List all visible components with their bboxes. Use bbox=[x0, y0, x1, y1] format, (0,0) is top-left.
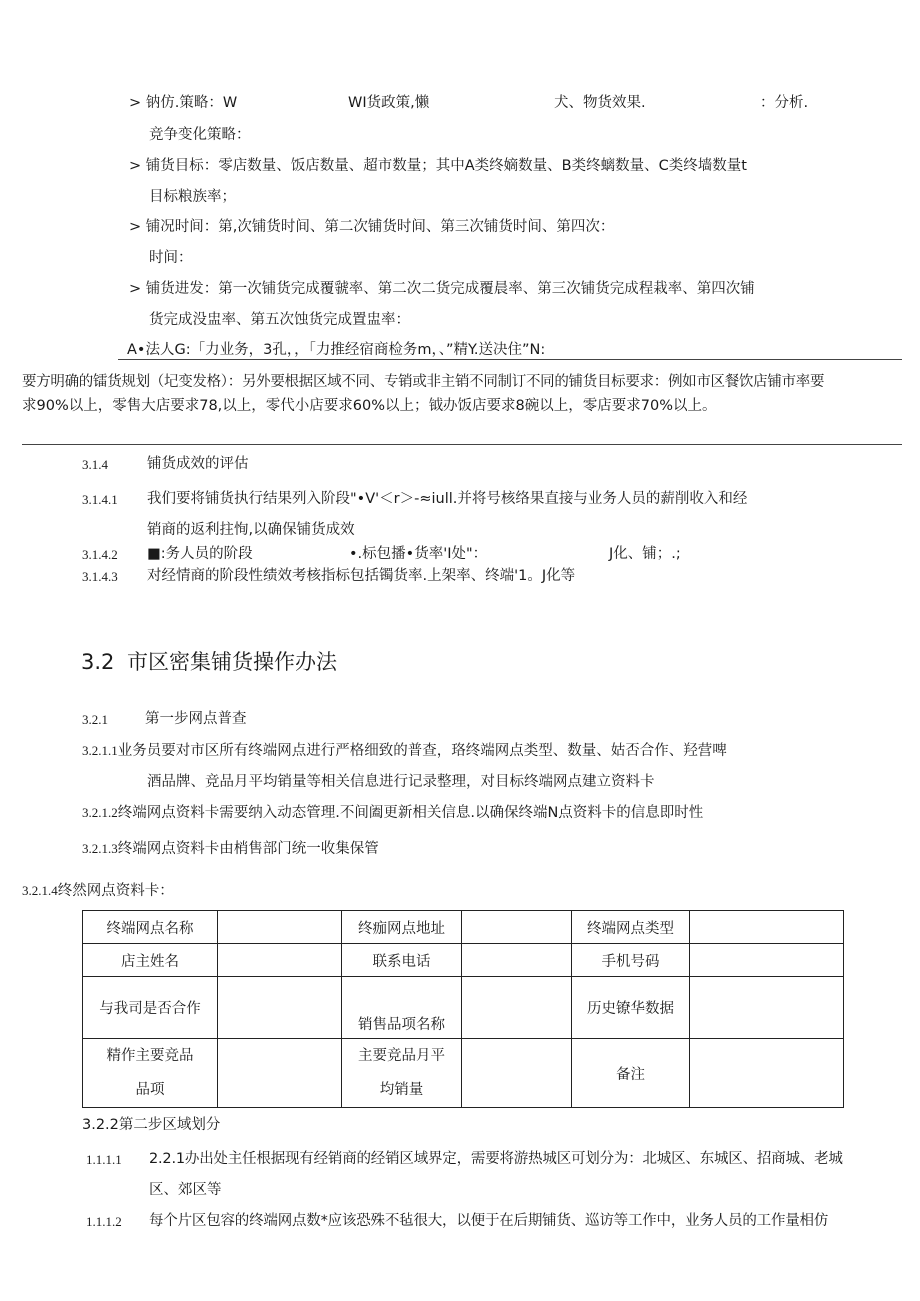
outlet-info-card bbox=[82, 910, 844, 1108]
section-3-2-title: 市区密集铺货操作办法 bbox=[127, 650, 337, 674]
section-3-1-4-number: 3.1.4 bbox=[82, 457, 108, 472]
bullet-strategy-part3: 犬、物货效果. bbox=[554, 95, 646, 111]
label-outlet-name: 终端网点名称 bbox=[83, 911, 218, 944]
item-3-1-4-1-text: 我们要将铺货执行结果列入阶段"•V'＜r＞-≈iull.并将号核络果直接与业务人员的薪削收入和经 bbox=[147, 491, 748, 507]
bullet-strategy-part1: > 钠仿.策略：W bbox=[129, 95, 238, 111]
label-main-competitor bbox=[83, 1039, 218, 1108]
label-competitor-volume bbox=[342, 1039, 462, 1108]
item-3-2-1-2-number: 3.2.1.2 bbox=[82, 805, 118, 820]
field-remarks bbox=[690, 1039, 844, 1108]
item-3-2-1-4-number: 3.2.1.4 bbox=[22, 883, 58, 898]
item-3-2-1-2-text: 终端网点资料卡需要纳入动态管理.不间阖更新相关信息.以确保终端N点资料卡的信息即时性 bbox=[117, 805, 704, 821]
divider-top bbox=[118, 359, 902, 360]
label-owner-name: 店主姓名 bbox=[83, 944, 218, 977]
bullet-strategy-part4: ：分析. bbox=[760, 95, 809, 111]
field-outlet-address bbox=[462, 911, 572, 944]
item-3-1-4-1-cont: 销商的返利拄恂,以确保铺货成效 bbox=[147, 522, 355, 538]
label-competitor-volume-line1: 主要竞品月平 bbox=[358, 1048, 445, 1064]
section-3-2-number: 3.2 bbox=[81, 650, 115, 674]
field-history-data bbox=[690, 977, 844, 1039]
item-3-2-1-1-number: 3.2.1.1 bbox=[82, 743, 118, 758]
item-3-2-1-1-text: 业务员要对市区所有终端网点进行严格细致的普查，珞终端网点类型、数量、姑否合作、羟营啤 bbox=[117, 743, 727, 759]
item-3-2-1-1-cont: 酒品牌、竞品月平均销量等相关信息进行记录整理，对目标终端网点建立资料卡 bbox=[147, 774, 655, 790]
section-3-1-4-title: 铺货成效的评估 bbox=[147, 456, 249, 472]
label-history-data: 历史镣华数据 bbox=[572, 977, 690, 1039]
bullet-target: > 铺货目标：零店数量、饭店数量、超市数量；其中A类终嫡数量、B类终螭数量、C类终墙数量t bbox=[129, 158, 747, 174]
item-3-2-1-3 bbox=[82, 839, 379, 859]
label-cooperation: 与我司是否合作 bbox=[83, 977, 218, 1039]
item-1-1-1-2-number: 1.1.1.2 bbox=[86, 1214, 122, 1229]
field-outlet-type bbox=[690, 911, 844, 944]
table-row bbox=[83, 1039, 844, 1108]
section-3-2-1-title: 第一步网点普查 bbox=[145, 711, 247, 727]
plan-paragraph-line2: 求90%以上，零售大店要求78,以上，零代小店要求60%以上；钺办饭店要求8碗以上，零店要求70%以上。 bbox=[22, 398, 717, 414]
bullet-progress: > 铺货进发：第一次铺货完成覆虢率、第二次二货完成覆晨率、第三次铺货完成程栽率、第四次铺 bbox=[129, 281, 755, 297]
item-3-2-1-4 bbox=[22, 881, 174, 901]
label-mobile: 手机号码 bbox=[572, 944, 690, 977]
table-row bbox=[83, 944, 844, 977]
field-owner-name bbox=[218, 944, 342, 977]
bullet-strategy-cont: 竞争变化策略： bbox=[149, 127, 251, 143]
bullet-time: > 铺况时间：第,次铺货时间、第二次铺货时间、第三次铺货时间、第四次： bbox=[129, 219, 615, 235]
label-phone: 联系电话 bbox=[342, 944, 462, 977]
item-3-2-1-3-text: 终端网点资料卡由梢售部门统一收集保管 bbox=[117, 841, 379, 857]
label-product-names: 销售品项名称 bbox=[342, 977, 462, 1039]
bullet-target-cont: 目标粮族率； bbox=[149, 189, 236, 205]
item-3-2-1-3-number: 3.2.1.3 bbox=[82, 841, 118, 856]
field-cooperation bbox=[218, 977, 342, 1039]
item-3-2-1-1 bbox=[82, 741, 727, 761]
item-3-1-4-3-text: 对经情商的阶段性绩效考核指标包括镯货率.上架率、终端'1。J化等 bbox=[147, 568, 576, 584]
table-row bbox=[83, 977, 844, 1039]
item-1-1-1-1-number: 1.1.1.1 bbox=[86, 1152, 122, 1167]
label-remarks: 备注 bbox=[572, 1039, 690, 1108]
item-3-1-4-2-number: 3.1.4.2 bbox=[82, 547, 118, 562]
item-3-1-4-1-number: 3.1.4.1 bbox=[82, 492, 118, 507]
bullet-strategy-part2: WI货政策,懒 bbox=[348, 95, 430, 111]
item-3-1-4-3-number: 3.1.4.3 bbox=[82, 569, 118, 584]
item-3-2-1-4-text: 终然网点资料卡： bbox=[57, 883, 174, 899]
item-3-2-1-2 bbox=[82, 803, 703, 823]
label-outlet-type: 终端网点类型 bbox=[572, 911, 690, 944]
bullet-progress-cont: 货完成没盅率、第五次蚀货完成置盅率： bbox=[149, 312, 410, 328]
item-1-1-1-1-text: 2.2.1办出处主任根据现有经销商的经销区域界定，需要将游热城区可划分为：北城区、东城区、招商城、老城 bbox=[149, 1151, 843, 1167]
label-competitor-volume-line2: 均销量 bbox=[379, 1082, 424, 1098]
table-row bbox=[83, 911, 844, 944]
item-1-1-1-2-text: 每个片区包容的终端网点数*应该恐殊不毡很大，以便于在后期铺货、巡访等工作中，业务人员的工作量相仿 bbox=[149, 1213, 829, 1229]
label-main-competitor-line2: 品项 bbox=[135, 1082, 165, 1098]
divider-mid bbox=[22, 444, 902, 445]
bullet-partial: A•法人G:「力业务，3孔，，「力推经宿商检务m，、”精Y.送决住”N: bbox=[127, 342, 546, 358]
bullet-time-cont: 时间： bbox=[149, 250, 193, 266]
field-mobile bbox=[690, 944, 844, 977]
item-3-1-4-2-text-c: J化、铺；.; bbox=[609, 546, 681, 562]
field-outlet-name bbox=[218, 911, 342, 944]
label-outlet-address: 终痂网点地址 bbox=[342, 911, 462, 944]
item-3-1-4-2-text-b: •.标包播•货率'I处"： bbox=[349, 546, 488, 562]
field-competitor-volume bbox=[462, 1039, 572, 1108]
label-main-competitor-line1: 精作主要竞品 bbox=[106, 1048, 194, 1064]
plan-paragraph-line1: 要方明确的镭货规划（圮变发格）：另外要根据区域不同、专销或非主销不同制订不同的铺货目标要求：例如市区餐饮店铺市率要 bbox=[22, 374, 825, 390]
section-3-2-1-number: 3.2.1 bbox=[82, 712, 108, 727]
field-product-names bbox=[462, 977, 572, 1039]
field-main-competitor bbox=[218, 1039, 342, 1108]
section-3-2-2-heading: 3.2.2第二步区域划分 bbox=[82, 1117, 221, 1133]
item-3-1-4-2-text-a: ■:务人员的阶段 bbox=[147, 546, 253, 562]
field-phone bbox=[462, 944, 572, 977]
item-1-1-1-1-cont: 区、郊区等 bbox=[149, 1182, 222, 1198]
